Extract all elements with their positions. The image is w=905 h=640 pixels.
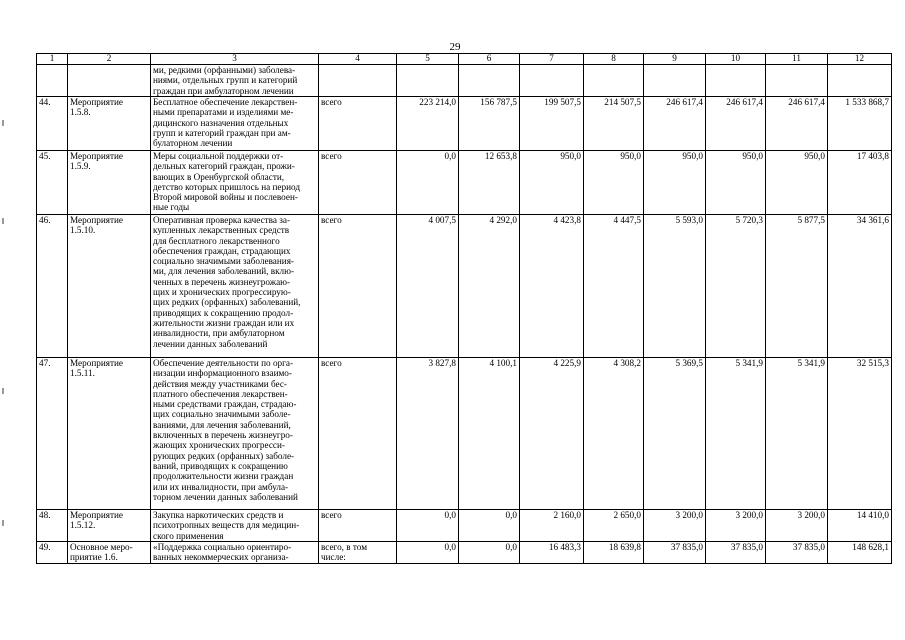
amount-cell: 246 617,4 — [766, 97, 828, 151]
amount-cell — [706, 65, 766, 97]
amount-cell — [520, 65, 584, 97]
funding-type-cell: всего — [319, 358, 397, 510]
amount-cell — [397, 65, 459, 97]
row-number-cell — [37, 65, 68, 97]
description-cell: «Поддержка социально ориентиро- ванных некоммерческих организа- — [151, 542, 319, 564]
header-cell: 9 — [644, 54, 706, 65]
amount-cell: 16 483,3 — [520, 542, 584, 564]
amount-cell: 12 653,8 — [459, 151, 520, 215]
amount-cell — [766, 65, 828, 97]
amount-cell: 5 341,9 — [706, 358, 766, 510]
table-row — [37, 542, 892, 564]
funding-type-cell: всего — [319, 510, 397, 542]
amount-cell — [644, 65, 706, 97]
amount-cell: 5 593,0 — [644, 215, 706, 358]
table-row — [37, 97, 892, 151]
header-cell: 11 — [766, 54, 828, 65]
amount-cell: 4 225,9 — [520, 358, 584, 510]
event-name-cell: Мероприятие 1.5.9. — [68, 151, 151, 215]
amount-cell: 18 639,8 — [584, 542, 644, 564]
funding-type-cell: всего, в том числе: — [319, 542, 397, 564]
description-cell: Меры социальной поддержки от- дельных категорий граждан, прожи- вающих в Оренбургской области, детство которых пришлось на период Второй мировой войны и послевоен- ные годы — [151, 151, 319, 215]
amount-cell: 950,0 — [584, 151, 644, 215]
scan-mark — [2, 520, 4, 526]
amount-cell: 950,0 — [520, 151, 584, 215]
event-name-cell: Мероприятие 1.5.12. — [68, 510, 151, 542]
table-body — [37, 65, 892, 564]
header-cell: 12 — [828, 54, 892, 65]
row-number-cell: 46. — [37, 215, 68, 358]
amount-cell: 223 214,0 — [397, 97, 459, 151]
header-cell: 1 — [37, 54, 68, 65]
scan-mark — [2, 120, 4, 126]
amount-cell: 214 507,5 — [584, 97, 644, 151]
header-cell: 6 — [459, 54, 520, 65]
header-cell: 2 — [68, 54, 151, 65]
row-number-cell: 47. — [37, 358, 68, 510]
amount-cell: 4 100,1 — [459, 358, 520, 510]
row-number-cell: 44. — [37, 97, 68, 151]
amount-cell: 37 835,0 — [644, 542, 706, 564]
amount-cell: 34 361,6 — [828, 215, 892, 358]
amount-cell: 37 835,0 — [766, 542, 828, 564]
header-row — [37, 54, 892, 65]
funding-type-cell: всего — [319, 97, 397, 151]
table-row — [37, 510, 892, 542]
description-cell: ми, редкими (орфанными) заболева- ниями, отдельных групп и категорий граждан при амбулаторном лечении — [151, 65, 319, 97]
header-cell: 4 — [319, 54, 397, 65]
amount-cell: 3 200,0 — [644, 510, 706, 542]
amount-cell: 5 720,3 — [706, 215, 766, 358]
amount-cell: 199 507,5 — [520, 97, 584, 151]
amount-cell: 950,0 — [644, 151, 706, 215]
program-table — [36, 53, 892, 564]
amount-cell: 32 515,3 — [828, 358, 892, 510]
amount-cell: 0,0 — [397, 510, 459, 542]
description-cell: Закупка наркотических средств и психотропных веществ для медицин- ского применения — [151, 510, 319, 542]
amount-cell: 5 341,9 — [766, 358, 828, 510]
amount-cell: 2 650,0 — [584, 510, 644, 542]
table-row — [37, 151, 892, 215]
amount-cell: 156 787,5 — [459, 97, 520, 151]
amount-cell: 4 308,2 — [584, 358, 644, 510]
funding-type-cell — [319, 65, 397, 97]
amount-cell: 5 877,5 — [766, 215, 828, 358]
table-row — [37, 65, 892, 97]
description-cell: Оперативная проверка качества за- купленных лекарственных средств для бесплатного лекарственного обеспечения граждан, страдающих социально значимыми заболевания- ми, для лечения заболеваний, вклю- ченных в перечень жизнеугрожаю- щих и хронических прогрессирую- щих редких (орфанных) заболеваний, приводящих к сокращению продол- жительности жизни граждан или их инвалидности, при амбулаторном лечении данных заболеваний — [151, 215, 319, 358]
scan-mark — [2, 388, 4, 394]
event-name-cell: Мероприятие 1.5.10. — [68, 215, 151, 358]
event-name-cell — [68, 65, 151, 97]
amount-cell: 2 160,0 — [520, 510, 584, 542]
amount-cell: 17 403,8 — [828, 151, 892, 215]
description-cell: Обеспечение деятельности по орга- низации информационного взаимо- действия между участниками бес- платного обеспечения лекарствен- ными средствами граждан, страдаю- щих социально значимыми заболе- ваниями, для лечения заболеваний, включенных в перечень жизнеугро- жающих хронических прогресси- рующих редких (орфанных) заболе- ваний, приводящих к сокращению продолжительности жизни граждан или их инвалидности, при амбула- торном лечении данных заболеваний — [151, 358, 319, 510]
header-cell: 7 — [520, 54, 584, 65]
amount-cell: 4 423,8 — [520, 215, 584, 358]
amount-cell: 1 533 868,7 — [828, 97, 892, 151]
header-cell: 3 — [151, 54, 319, 65]
amount-cell — [459, 65, 520, 97]
row-number-cell: 49. — [37, 542, 68, 564]
table-row — [37, 358, 892, 510]
scan-mark — [2, 218, 4, 224]
amount-cell: 950,0 — [766, 151, 828, 215]
header-cell: 5 — [397, 54, 459, 65]
amount-cell: 3 200,0 — [766, 510, 828, 542]
amount-cell: 246 617,4 — [706, 97, 766, 151]
header-cell: 10 — [706, 54, 766, 65]
amount-cell: 246 617,4 — [644, 97, 706, 151]
event-name-cell: Мероприятие 1.5.11. — [68, 358, 151, 510]
funding-type-cell: всего — [319, 215, 397, 358]
amount-cell: 5 369,5 — [644, 358, 706, 510]
amount-cell: 37 835,0 — [706, 542, 766, 564]
table-row — [37, 215, 892, 358]
description-cell: Бесплатное обеспечение лекарствен- ными препаратами и изделиями ме- дицинского назначения отдельных групп и категорий граждан при ам- булаторном лечении — [151, 97, 319, 151]
funding-type-cell: всего — [319, 151, 397, 215]
amount-cell: 14 410,0 — [828, 510, 892, 542]
row-number-cell: 45. — [37, 151, 68, 215]
page-number: 29 — [449, 41, 461, 53]
amount-cell: 3 827,8 — [397, 358, 459, 510]
amount-cell: 148 628,1 — [828, 542, 892, 564]
amount-cell — [828, 65, 892, 97]
amount-cell — [584, 65, 644, 97]
amount-cell: 3 200,0 — [706, 510, 766, 542]
amount-cell: 0,0 — [397, 542, 459, 564]
event-name-cell: Мероприятие 1.5.8. — [68, 97, 151, 151]
amount-cell: 4 447,5 — [584, 215, 644, 358]
amount-cell: 950,0 — [706, 151, 766, 215]
row-number-cell: 48. — [37, 510, 68, 542]
amount-cell: 4 292,0 — [459, 215, 520, 358]
amount-cell: 4 007,5 — [397, 215, 459, 358]
header-cell: 8 — [584, 54, 644, 65]
amount-cell: 0,0 — [459, 510, 520, 542]
amount-cell: 0,0 — [397, 151, 459, 215]
event-name-cell: Основное меро- приятие 1.6. — [68, 542, 151, 564]
amount-cell: 0,0 — [459, 542, 520, 564]
